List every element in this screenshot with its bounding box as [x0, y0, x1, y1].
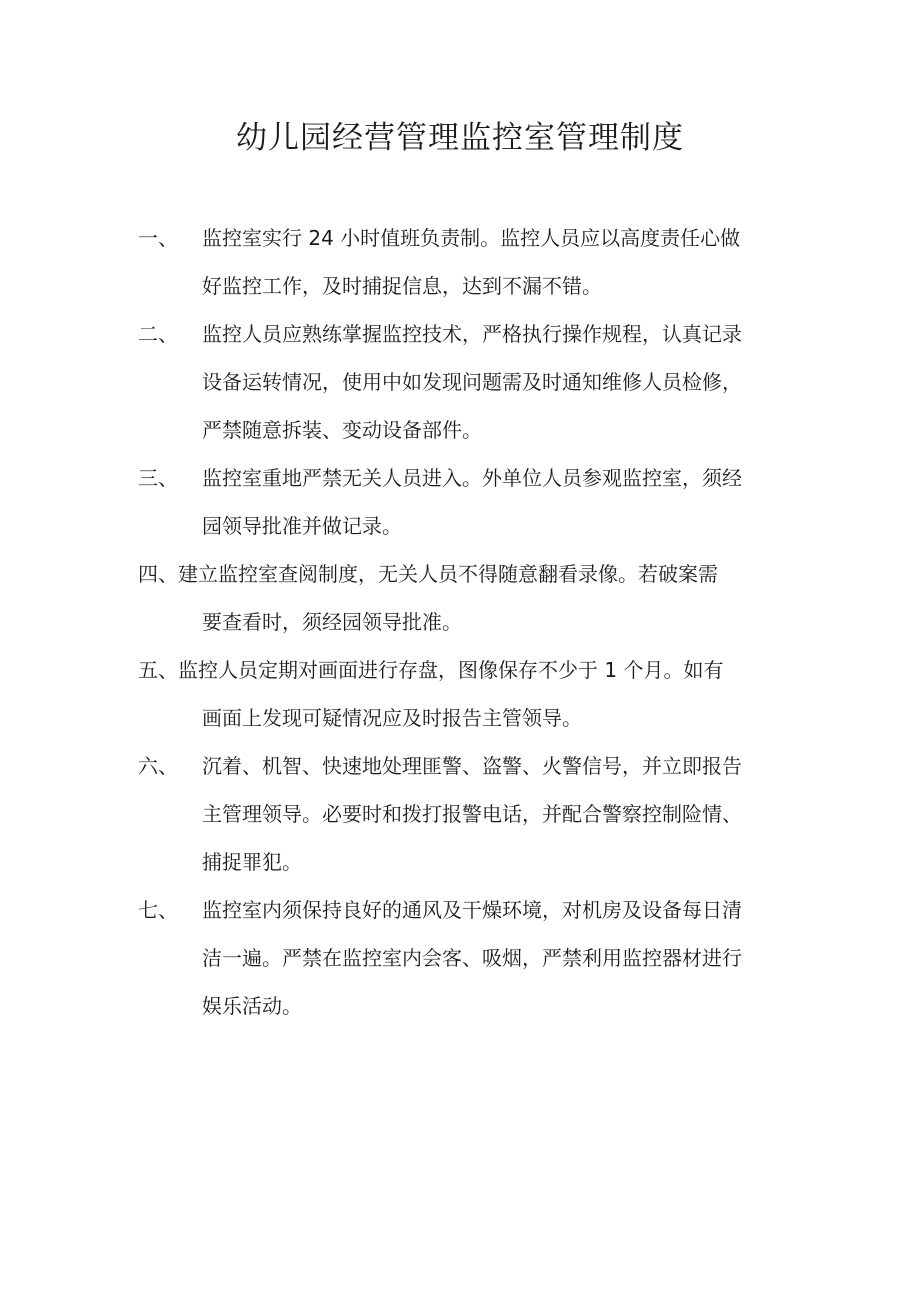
rule-number: 一、	[138, 226, 178, 250]
rule-line: 洁一遍。严禁在监控室内会客、吸烟，严禁利用监控器材进行	[202, 946, 742, 970]
rule-item-4	[0, 550, 920, 646]
rule-line: 要查看时，须经园领导批准。	[202, 610, 462, 634]
document-title: 幼儿园经营管理监控室管理制度	[236, 120, 684, 156]
rule-line: 监控室实行 24 小时值班负责制。监控人员应以高度责任心做	[202, 226, 741, 250]
rule-number: 二、	[138, 322, 178, 346]
rule-line: 监控室重地严禁无关人员进入。外单位人员参观监控室，须经	[202, 466, 742, 490]
rule-line: 监控室内须保持良好的通风及干燥环境，对机房及设备每日清	[202, 898, 742, 922]
rule-line: 画面上发现可疑情况应及时报告主管领导。	[202, 706, 582, 730]
rule-item-5	[0, 646, 920, 742]
rule-line: 娱乐活动。	[202, 994, 302, 1018]
rule-line: 主管理领导。必要时和拨打报警电话，并配合警察控制险情、	[202, 802, 742, 826]
rule-line: 监控人员应熟练掌握监控技术，严格执行操作规程，认真记录	[202, 322, 742, 346]
rule-item-7	[0, 886, 920, 1030]
rule-list	[0, 214, 920, 1030]
rule-line-with-number: 四、建立监控室查阅制度，无关人员不得随意翻看录像。若破案需	[138, 562, 718, 586]
rule-line: 沉着、机智、快速地处理匪警、盗警、火警信号，并立即报告	[202, 754, 742, 778]
rule-number: 三、	[138, 466, 178, 490]
rule-line: 捕捉罪犯。	[202, 850, 302, 874]
rule-line: 设备运转情况，使用中如发现问题需及时通知维修人员检修，	[202, 370, 742, 394]
rule-item-2	[0, 310, 920, 454]
rule-item-6	[0, 742, 920, 886]
rule-item-3	[0, 454, 920, 550]
rule-item-1	[0, 214, 920, 310]
rule-number: 七、	[138, 898, 178, 922]
rule-number: 六、	[138, 754, 178, 778]
rule-line: 园领导批准并做记录。	[202, 514, 402, 538]
rule-line-with-number: 五、监控人员定期对画面进行存盘，图像保存不少于 1 个月。如有	[138, 658, 724, 682]
rule-line: 严禁随意拆装、变动设备部件。	[202, 418, 482, 442]
rule-line: 好监控工作，及时捕捉信息，达到不漏不错。	[202, 274, 602, 298]
